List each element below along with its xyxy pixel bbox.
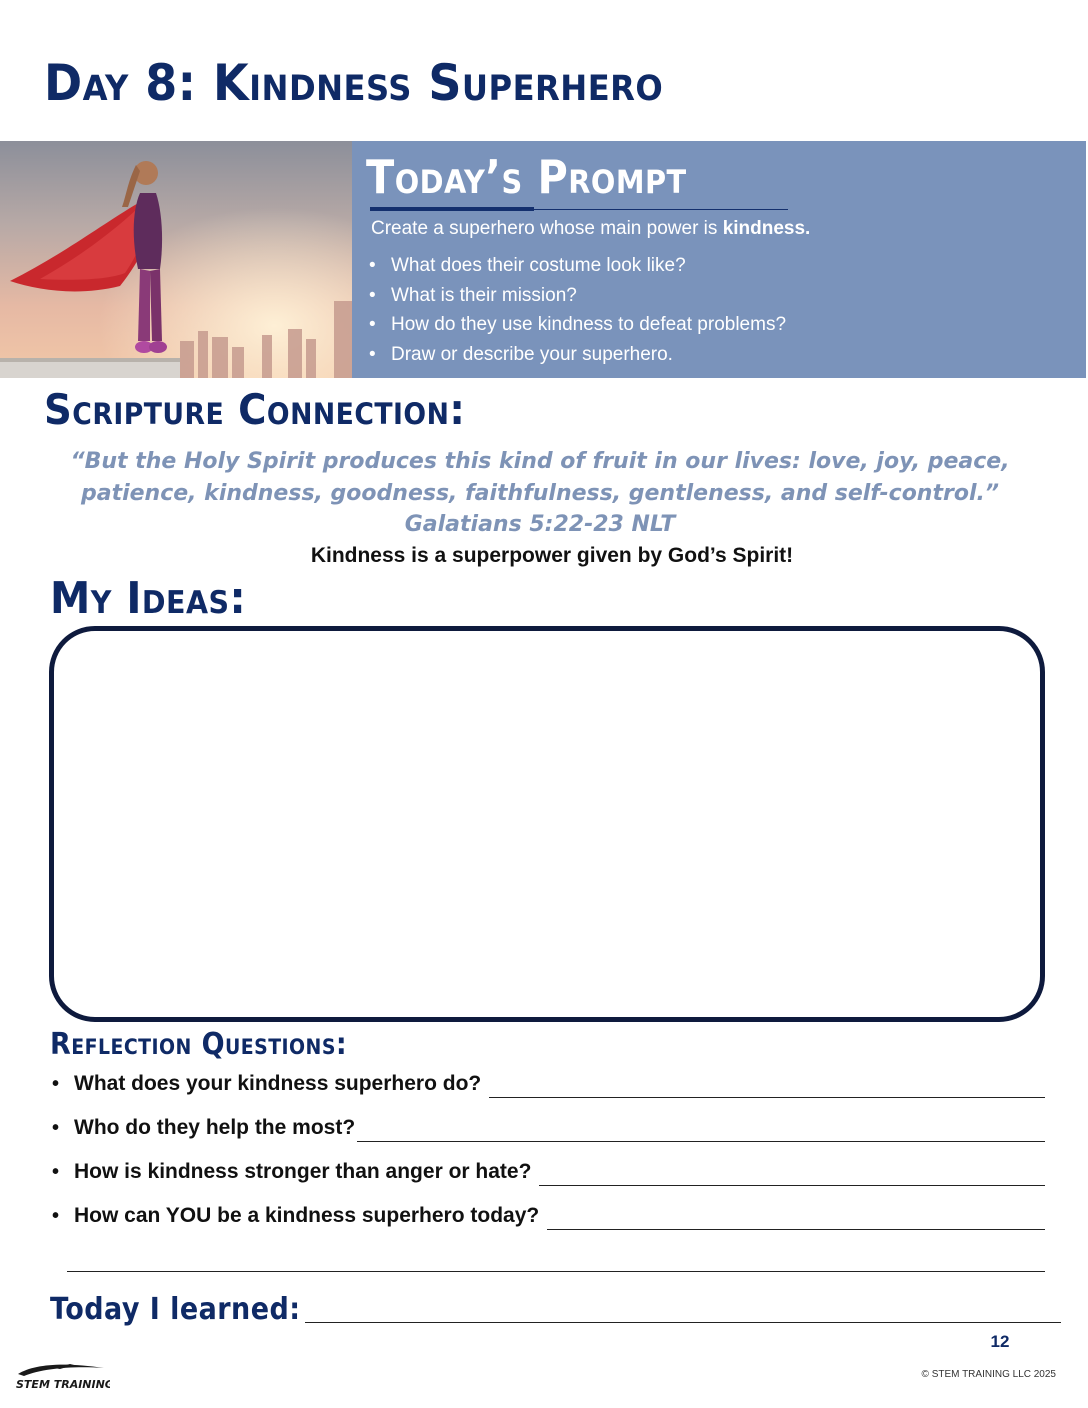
answer-line[interactable] bbox=[489, 1076, 1045, 1098]
scripture-quote: “But the Holy Spirit produces this kind of fruit in our lives: love, joy, peace, patience, kindness, goodness, faithfulness, gentleness, and self-control.” bbox=[70, 449, 1010, 506]
reflection-heading: Reflection Questions: bbox=[50, 1027, 348, 1062]
reflection-question-row bbox=[50, 1112, 1045, 1142]
prompt-list bbox=[366, 251, 786, 369]
reflection-question: What does your kindness superhero do? bbox=[74, 1072, 482, 1095]
prompt-emphasis: kindness. bbox=[722, 218, 811, 239]
prompt-panel bbox=[352, 141, 1086, 378]
logo-wordmark: STEM TRAINING bbox=[16, 1378, 110, 1391]
bullet: • bbox=[52, 1073, 60, 1095]
answer-line[interactable] bbox=[539, 1164, 1045, 1186]
reflection-question: How is kindness stronger than anger or hate? bbox=[74, 1160, 532, 1183]
prompt-heading: Today’s Prompt bbox=[366, 150, 687, 204]
prompt-item: • Draw or describe your superhero. bbox=[366, 340, 786, 370]
bullet: • bbox=[52, 1161, 60, 1183]
prompt-item: • How do they use kindness to defeat problems? bbox=[366, 310, 786, 340]
answer-line-extra[interactable] bbox=[67, 1271, 1045, 1272]
stem-training-logo bbox=[14, 1360, 110, 1392]
learned-answer-line[interactable] bbox=[305, 1322, 1061, 1323]
page-number: 12 bbox=[990, 1332, 1010, 1351]
scripture-reference: Galatians 5:22-23 NLT bbox=[404, 512, 676, 537]
learned-label: Today I learned: bbox=[50, 1292, 301, 1327]
prompt-intro: Create a superhero whose main power is kindness. bbox=[371, 218, 811, 239]
copyright: © STEM TRAINING LLC 2025 bbox=[921, 1369, 1056, 1380]
reflection-question-row bbox=[50, 1068, 1045, 1098]
page-title: Day 8: Kindness Superhero bbox=[44, 54, 664, 112]
prompt-item: • What is their mission? bbox=[366, 281, 786, 311]
prompt-item: • What does their costume look like? bbox=[366, 251, 786, 281]
reflection-question: Who do they help the most? bbox=[74, 1116, 356, 1139]
answer-line[interactable] bbox=[357, 1120, 1045, 1142]
reflection-question-row bbox=[50, 1200, 1045, 1230]
reflection-question: How can YOU be a kindness superhero today? bbox=[74, 1204, 540, 1227]
ideas-heading: My Ideas: bbox=[50, 573, 247, 624]
heading-underline-thin bbox=[534, 209, 788, 210]
superhero-girl-photo bbox=[0, 141, 352, 378]
answer-line[interactable] bbox=[547, 1208, 1045, 1230]
ideas-drawing-box[interactable] bbox=[49, 626, 1045, 1022]
bullet: • bbox=[52, 1117, 60, 1139]
heading-underline bbox=[370, 207, 534, 211]
scripture-heading: Scripture Connection: bbox=[44, 385, 466, 434]
scripture-note: Kindness is a superpower given by God’s Spirit! bbox=[310, 544, 794, 567]
reflection-question-row bbox=[50, 1156, 1045, 1186]
prompt-banner bbox=[0, 141, 1086, 378]
bullet: • bbox=[52, 1205, 60, 1227]
